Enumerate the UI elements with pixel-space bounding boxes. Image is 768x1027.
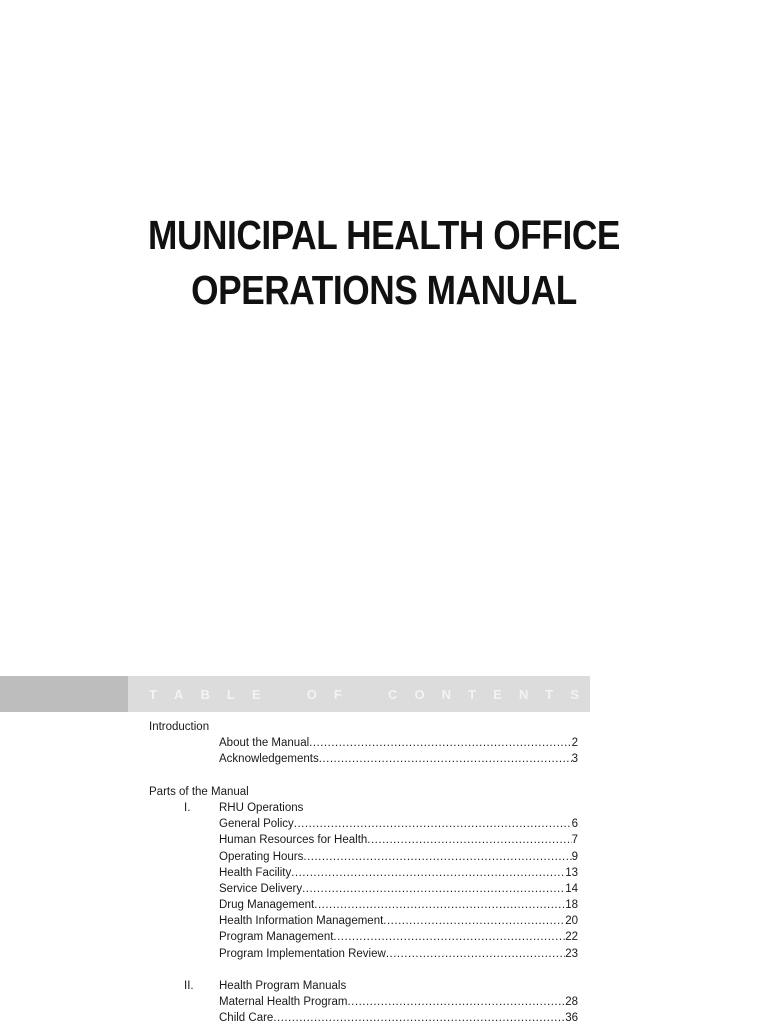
toc-entry[interactable]: Program Implementation Review ..... 23 (219, 946, 578, 962)
toc-heading-letter: E (251, 686, 261, 702)
toc-entry[interactable]: General Policy ..... 6 (219, 816, 578, 832)
toc-page-number: 6 (571, 818, 578, 831)
toc-heading-letter: O (414, 686, 425, 702)
toc-part-title: RHU Operations (219, 801, 304, 814)
toc-entry[interactable]: Acknowledgements ..... 3 (219, 751, 578, 767)
toc-page-number: 13 (565, 866, 578, 879)
toc-heading-letter: F (333, 686, 342, 702)
toc-part-title: Health Program Manuals (219, 980, 347, 992)
manual-title (54, 208, 714, 318)
title-line-1: MUNICIPAL HEALTH OFFICE (148, 212, 620, 258)
toc-heading-letter: B (200, 686, 210, 702)
toc-heading-letter: T (468, 686, 477, 702)
toc-page-number: 28 (565, 996, 578, 1009)
toc-page-number: 18 (565, 899, 578, 912)
toc-entry[interactable]: About the Manual ..... 2 (219, 735, 578, 751)
toc-heading-letter: L (226, 686, 235, 702)
toc-page-number: 36 (565, 1012, 578, 1025)
toc-entry[interactable]: Service Delivery ..... 14 (219, 881, 578, 897)
toc-heading-letter: C (388, 686, 398, 702)
toc-entry[interactable]: Drug Management ..... 18 (219, 897, 578, 913)
toc-page-number: 9 (571, 850, 578, 863)
toc-part-numeral: II. (184, 980, 194, 992)
toc-entry[interactable]: Health Facility ..... 13 (219, 865, 578, 881)
toc-page-number: 7 (571, 834, 578, 847)
toc-page-number: 3 (571, 753, 578, 766)
toc-page-number: 20 (565, 915, 578, 928)
title-line-2: OPERATIONS MANUAL (191, 267, 577, 313)
toc-heading-letter: N (441, 686, 452, 702)
toc-section-introduction: Introduction (149, 721, 210, 733)
table-of-contents (149, 719, 589, 1027)
toc-heading-letter: O (306, 686, 317, 702)
toc-heading (149, 676, 579, 712)
toc-page-number: 23 (565, 947, 578, 960)
toc-heading-letter: E (493, 686, 502, 702)
toc-entry[interactable]: Operating Hours ..... 9 (219, 849, 578, 865)
toc-band-accent (0, 676, 128, 712)
toc-part-numeral: I. (184, 801, 191, 814)
toc-entry[interactable]: Child Care ..... 36 (219, 1010, 578, 1026)
toc-entry[interactable]: Human Resources for Health ..... 7 (219, 832, 578, 848)
toc-page-number: 22 (565, 931, 578, 944)
toc-heading-letter: S (570, 686, 579, 702)
toc-heading-letter: T (149, 686, 157, 702)
toc-entry[interactable]: Health Information Management ..... 20 (219, 913, 578, 929)
toc-page-number: 2 (571, 737, 578, 750)
toc-entry[interactable]: Maternal Health Program ..... 28 (219, 994, 578, 1010)
toc-section-parts: Parts of the Manual (149, 785, 249, 798)
toc-heading-letter: T (545, 686, 554, 702)
toc-heading-letter: A (174, 686, 184, 702)
toc-entry[interactable]: Program Management ..... 22 (219, 929, 578, 945)
toc-page-number: 14 (565, 882, 578, 895)
toc-heading-letter: N (518, 686, 529, 702)
